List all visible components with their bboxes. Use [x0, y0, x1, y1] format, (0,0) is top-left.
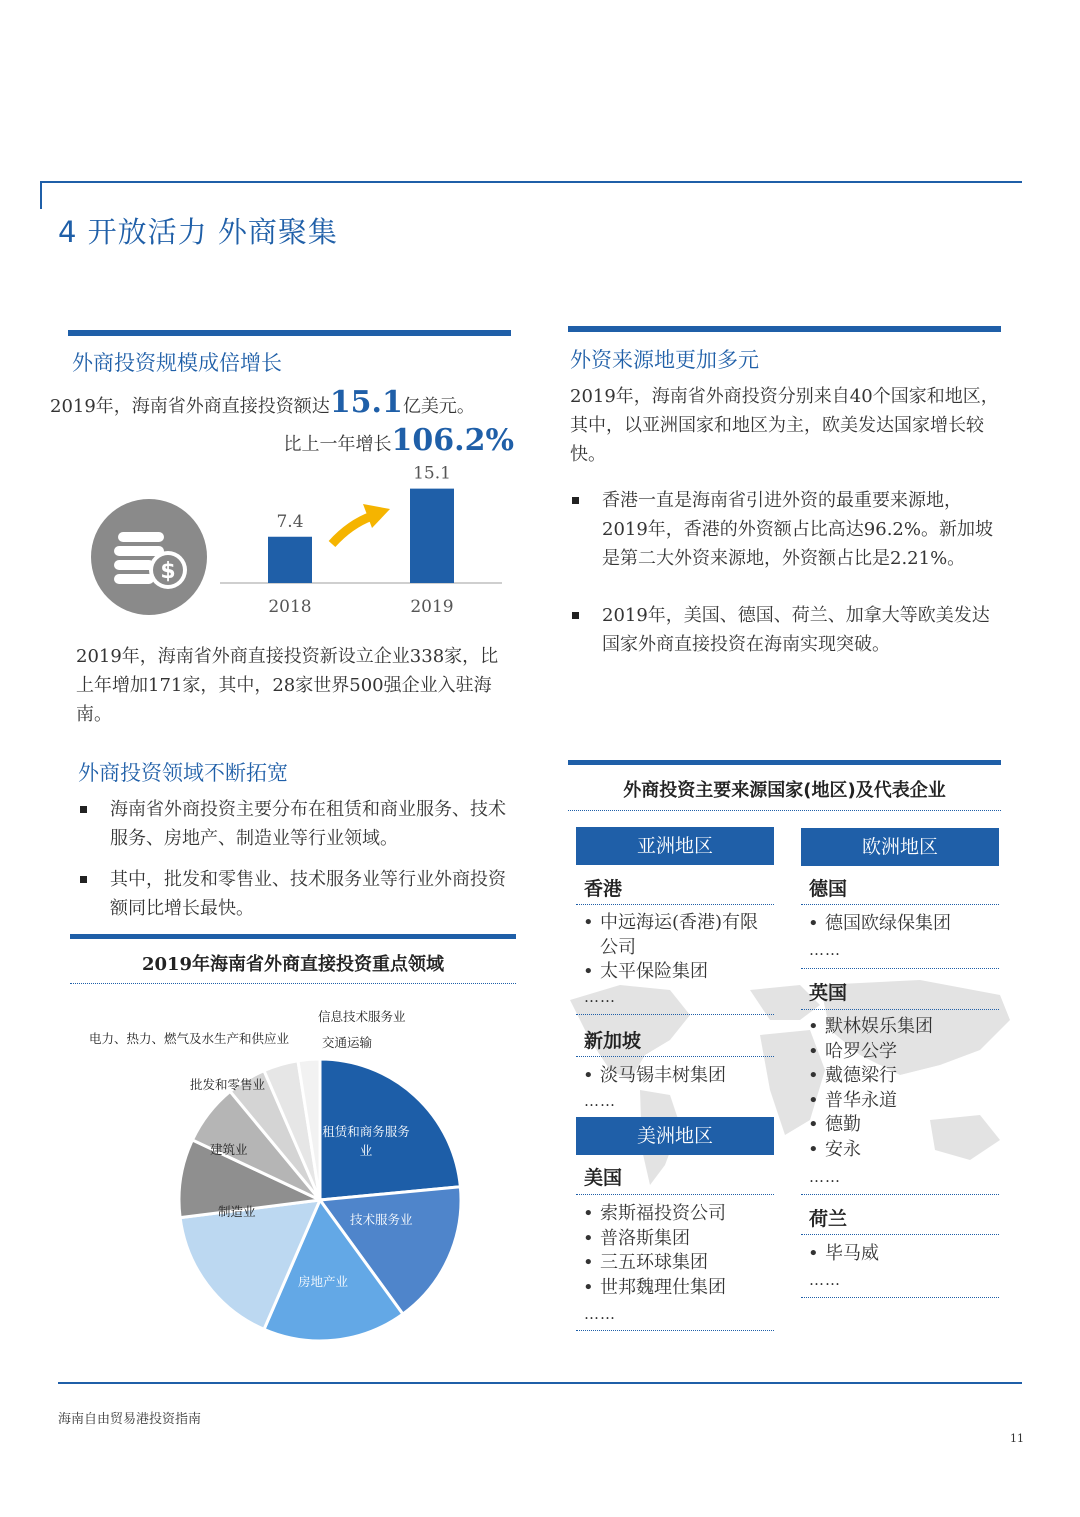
- region-header-europe: 欧洲地区: [801, 828, 999, 866]
- box-title-divider: [568, 810, 1001, 811]
- ellipsis: ……: [809, 1271, 841, 1289]
- list-item: • 普洛斯集团: [578, 1227, 774, 1252]
- divider: [801, 1234, 999, 1235]
- list-item: • 太平保险集团: [578, 960, 774, 985]
- list-item: • 普华永道: [803, 1089, 999, 1114]
- region-header-asia: 亚洲地区: [576, 827, 774, 865]
- uk-company-list: [803, 1015, 999, 1162]
- section-heading-investment-fields: 外商投资领域不断拓宽: [78, 761, 288, 785]
- footer-title: 海南自由贸易港投资指南: [58, 1412, 202, 1427]
- pie-label-wholesale: 批发和零售业: [190, 1077, 266, 1092]
- growth-arrow-icon: [332, 516, 372, 544]
- svg-text:$: $: [160, 559, 176, 584]
- growth-rate: 106.2%: [391, 423, 514, 458]
- divider: [801, 1009, 999, 1010]
- ellipsis: ……: [809, 1168, 841, 1186]
- list-item: 海南省外商投资主要分布在租赁和商业服务、技术服务、房地产、制造业等行业领域。: [74, 795, 520, 853]
- investment-fields-pie-chart: [170, 1010, 470, 1340]
- bar-2019: [410, 489, 454, 583]
- pie-chart-title: 2019年海南省外商直接投资重点领域: [141, 954, 445, 975]
- germany-company-list: [803, 912, 999, 937]
- country-netherlands: 荷兰: [809, 1208, 848, 1230]
- box-top-rule: [568, 760, 1001, 765]
- growth-line-1-pre: 2019年，海南省外商直接投资额达: [50, 396, 330, 417]
- sources-bullet-list: [566, 486, 1004, 671]
- list-item: 香港一直是海南省引进外资的最重要来源地，2019年，香港的外资额占比高达96.2%。新加坡是第二大外资来源地，外资额占比是2.21%。: [566, 486, 1004, 573]
- netherlands-company-list: [803, 1242, 999, 1267]
- country-usa: 美国: [584, 1167, 623, 1189]
- list-item: • 哈罗公学: [803, 1040, 999, 1065]
- list-item: • 安永: [803, 1138, 999, 1163]
- section-rule: [68, 330, 511, 336]
- country-singapore: 新加坡: [584, 1030, 642, 1052]
- list-item: • 德勤: [803, 1113, 999, 1138]
- divider: [576, 1056, 774, 1057]
- bar-value-label: 15.1: [413, 463, 451, 484]
- dollar-coins-icon: [88, 496, 210, 618]
- footer-rule: [58, 1382, 1022, 1384]
- header-rule-tick: [40, 181, 42, 209]
- list-item: • 索斯福投资公司: [578, 1202, 774, 1227]
- divider: [801, 904, 999, 905]
- list-item: • 世邦魏理仕集团: [578, 1276, 774, 1301]
- divider: [801, 1194, 999, 1195]
- region-header-america: 美洲地区: [576, 1117, 774, 1155]
- pie-title-divider: [70, 983, 516, 984]
- list-item: • 戴德梁行: [803, 1064, 999, 1089]
- list-item: • 三五环球集团: [578, 1251, 774, 1276]
- box-title: 外商投资主要来源国家(地区)及代表企业: [623, 780, 946, 801]
- bar-2018: [268, 537, 312, 583]
- growth-line-1: [50, 385, 520, 421]
- page-number: 11: [1010, 1432, 1024, 1445]
- divider: [576, 1330, 774, 1331]
- fdi-bar-chart: [220, 463, 510, 626]
- growth-line-2-pre: 比上一年增长: [283, 434, 392, 455]
- section-heading-sources: 外资来源地更加多元: [570, 348, 759, 372]
- ellipsis: ……: [584, 988, 616, 1006]
- ellipsis: ……: [584, 1305, 616, 1323]
- usa-company-list: [578, 1202, 774, 1300]
- new-enterprises-paragraph: 2019年，海南省外商直接投资新设立企业338家，比上年增加171家，其中，28家世界500强企业入驻海南。: [76, 646, 499, 725]
- divider: [801, 1297, 999, 1298]
- header-rule: [40, 181, 1022, 183]
- list-item: • 毕马威: [803, 1242, 999, 1267]
- fields-bullet-list: [74, 795, 520, 935]
- list-item: 2019年，美国、德国、荷兰、加拿大等欧美发达国家外商直接投资在海南实现突破。: [566, 601, 1004, 659]
- ellipsis: ……: [809, 941, 841, 959]
- pie-label-manufacturing: 制造业: [218, 1204, 256, 1219]
- country-hongkong: 香港: [584, 878, 623, 900]
- section-rule-right: [568, 326, 1001, 332]
- divider: [801, 968, 999, 969]
- list-item: • 默林娱乐集团: [803, 1015, 999, 1040]
- fdi-amount: 15.1: [329, 385, 403, 420]
- pie-label-transport: 交通运输: [322, 1035, 373, 1050]
- pie-label-info-tech: 信息技术服务业: [318, 1009, 406, 1024]
- list-item: • 中远海运(香港)有限公司: [578, 911, 774, 960]
- pie-label-real-estate: 房地产业: [298, 1274, 349, 1289]
- pie-label-construction: 建筑业: [210, 1142, 248, 1157]
- list-item: • 德国欧绿保集团: [803, 912, 999, 937]
- section-heading-investment-growth: 外商投资规模成倍增长: [72, 351, 282, 375]
- divider: [576, 904, 774, 905]
- sources-paragraph: 2019年，海南省外商投资分别来自40个国家和地区，其中，以亚洲国家和地区为主，欧美发达国家增长较快。: [570, 386, 999, 465]
- pie-label-utilities: 电力、热力、燃气及水生产和供应业: [88, 1031, 289, 1046]
- page-title: 4 开放活力 外商聚集: [58, 215, 338, 249]
- bar-category-label: 2018: [268, 597, 312, 617]
- ellipsis: ……: [584, 1092, 616, 1110]
- divider: [576, 1194, 774, 1195]
- singapore-company-list: [578, 1064, 774, 1089]
- growth-line-2: [283, 423, 514, 459]
- pie-label-tech-services: 技术服务业: [350, 1212, 413, 1227]
- bar-value-label: 7.4: [276, 511, 304, 532]
- growth-line-1-post: 亿美元。: [402, 396, 475, 417]
- country-germany: 德国: [809, 878, 848, 900]
- pie-section-rule: [70, 934, 516, 939]
- list-item: • 淡马锡丰树集团: [578, 1064, 774, 1089]
- hongkong-company-list: [578, 911, 774, 985]
- list-item: 其中，批发和零售业、技术服务业等行业外商投资额同比增长最快。: [74, 865, 520, 923]
- divider: [576, 1014, 774, 1015]
- country-uk: 英国: [809, 982, 848, 1004]
- bar-category-label: 2019: [410, 597, 454, 617]
- pie-label-leasing: 租赁和商务服务业: [322, 1124, 410, 1158]
